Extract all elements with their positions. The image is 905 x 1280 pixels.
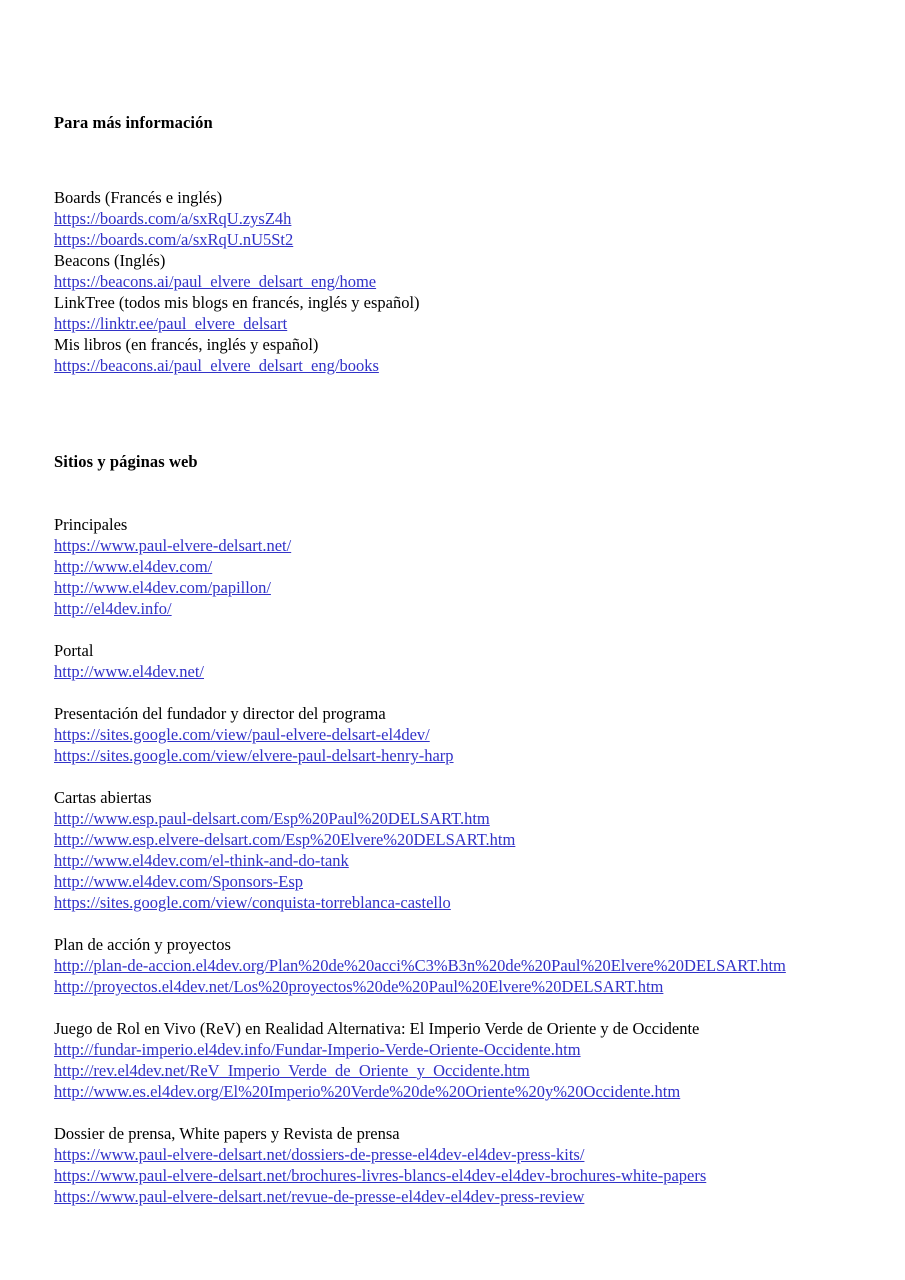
group-label: Beacons (Inglés): [54, 251, 166, 270]
spacer: [54, 619, 844, 640]
link-item[interactable]: https://linktr.ee/paul_elvere_delsart: [54, 314, 288, 333]
spacer: [54, 133, 844, 166]
group-label: Cartas abiertas: [54, 788, 152, 807]
group-label: LinkTree (todos mis blogs en francés, inglés y español): [54, 293, 420, 312]
group-label: Portal: [54, 641, 94, 660]
link-item[interactable]: http://www.es.el4dev.org/El%20Imperio%20Verde%20de%20Oriente%20y%20Occidente.htm: [54, 1082, 681, 1101]
section-heading-informacion: Para más información: [54, 113, 213, 132]
group-portal: [54, 640, 844, 682]
group-juego-de-rol: [54, 1018, 844, 1102]
group-boards: [54, 187, 844, 250]
link-item[interactable]: https://www.paul-elvere-delsart.net/dossiers-de-presse-el4dev-el4dev-press-kits/: [54, 1145, 585, 1164]
link-item[interactable]: https://sites.google.com/view/conquista-torreblanca-castello: [54, 893, 451, 912]
group-dossier-prensa: [54, 1123, 844, 1207]
link-item[interactable]: https://sites.google.com/view/elvere-paul-delsart-henry-harp: [54, 746, 454, 765]
group-label: Boards (Francés e inglés): [54, 188, 223, 207]
spacer: [54, 913, 844, 934]
link-item[interactable]: https://boards.com/a/sxRqU.zysZ4h: [54, 209, 292, 228]
link-item[interactable]: https://beacons.ai/paul_elvere_delsart_eng/home: [54, 272, 377, 291]
link-item[interactable]: http://www.el4dev.com/Sponsors-Esp: [54, 872, 304, 891]
link-item[interactable]: http://plan-de-accion.el4dev.org/Plan%20de%20acci%C3%B3n%20de%20Paul%20Elvere%20DELSART.htm: [54, 956, 786, 975]
link-item[interactable]: https://www.paul-elvere-delsart.net/brochures-livres-blancs-el4dev-el4dev-brochures-white-papers: [54, 1166, 707, 1185]
spacer: [54, 493, 844, 514]
group-label: Principales: [54, 515, 128, 534]
group-mis-libros: [54, 334, 844, 376]
group-label: Dossier de prensa, White papers y Revista de prensa: [54, 1124, 400, 1143]
document-body: [54, 112, 844, 1207]
group-label: Juego de Rol en Vivo (ReV) en Realidad Alternativa: El Imperio Verde de Oriente y de Occidente: [54, 1019, 700, 1038]
link-item[interactable]: http://www.el4dev.com/el-think-and-do-tank: [54, 851, 349, 870]
spacer: [54, 997, 844, 1018]
link-item[interactable]: http://www.el4dev.net/: [54, 662, 204, 681]
group-linktree: [54, 292, 844, 334]
spacer: [54, 682, 844, 703]
link-item[interactable]: http://www.esp.elvere-delsart.com/Esp%20Elvere%20DELSART.htm: [54, 830, 516, 849]
group-label: Plan de acción y proyectos: [54, 935, 231, 954]
link-item[interactable]: http://www.el4dev.com/: [54, 557, 213, 576]
link-item[interactable]: https://boards.com/a/sxRqU.nU5St2: [54, 230, 294, 249]
link-item[interactable]: http://el4dev.info/: [54, 599, 172, 618]
spacer: [54, 766, 844, 787]
section-heading-sitios: Sitios y páginas web: [54, 452, 198, 471]
group-presentacion: [54, 703, 844, 766]
link-item[interactable]: http://www.esp.paul-delsart.com/Esp%20Paul%20DELSART.htm: [54, 809, 490, 828]
link-item[interactable]: http://rev.el4dev.net/ReV_Imperio_Verde_de_Oriente_y_Occidente.htm: [54, 1061, 530, 1080]
spacer: [54, 1102, 844, 1123]
group-cartas-abiertas: [54, 787, 844, 913]
link-item[interactable]: https://www.paul-elvere-delsart.net/revue-de-presse-el4dev-el4dev-press-review: [54, 1187, 585, 1206]
group-beacons: [54, 250, 844, 292]
link-item[interactable]: http://www.el4dev.com/papillon/: [54, 578, 271, 597]
spacer: [54, 166, 844, 187]
spacer: [54, 472, 844, 493]
link-item[interactable]: https://beacons.ai/paul_elvere_delsart_eng/books: [54, 356, 379, 375]
link-item[interactable]: https://www.paul-elvere-delsart.net/: [54, 536, 292, 555]
link-item[interactable]: https://sites.google.com/view/paul-elvere-delsart-el4dev/: [54, 725, 430, 744]
link-item[interactable]: http://proyectos.el4dev.net/Los%20proyectos%20de%20Paul%20Elvere%20DELSART.htm: [54, 977, 664, 996]
group-label: Mis libros (en francés, inglés y español): [54, 335, 319, 354]
group-principales: [54, 514, 844, 619]
group-plan-accion: [54, 934, 844, 997]
group-label: Presentación del fundador y director del programa: [54, 704, 386, 723]
spacer: [54, 376, 844, 451]
link-item[interactable]: http://fundar-imperio.el4dev.info/Fundar-Imperio-Verde-Oriente-Occidente.htm: [54, 1040, 581, 1059]
